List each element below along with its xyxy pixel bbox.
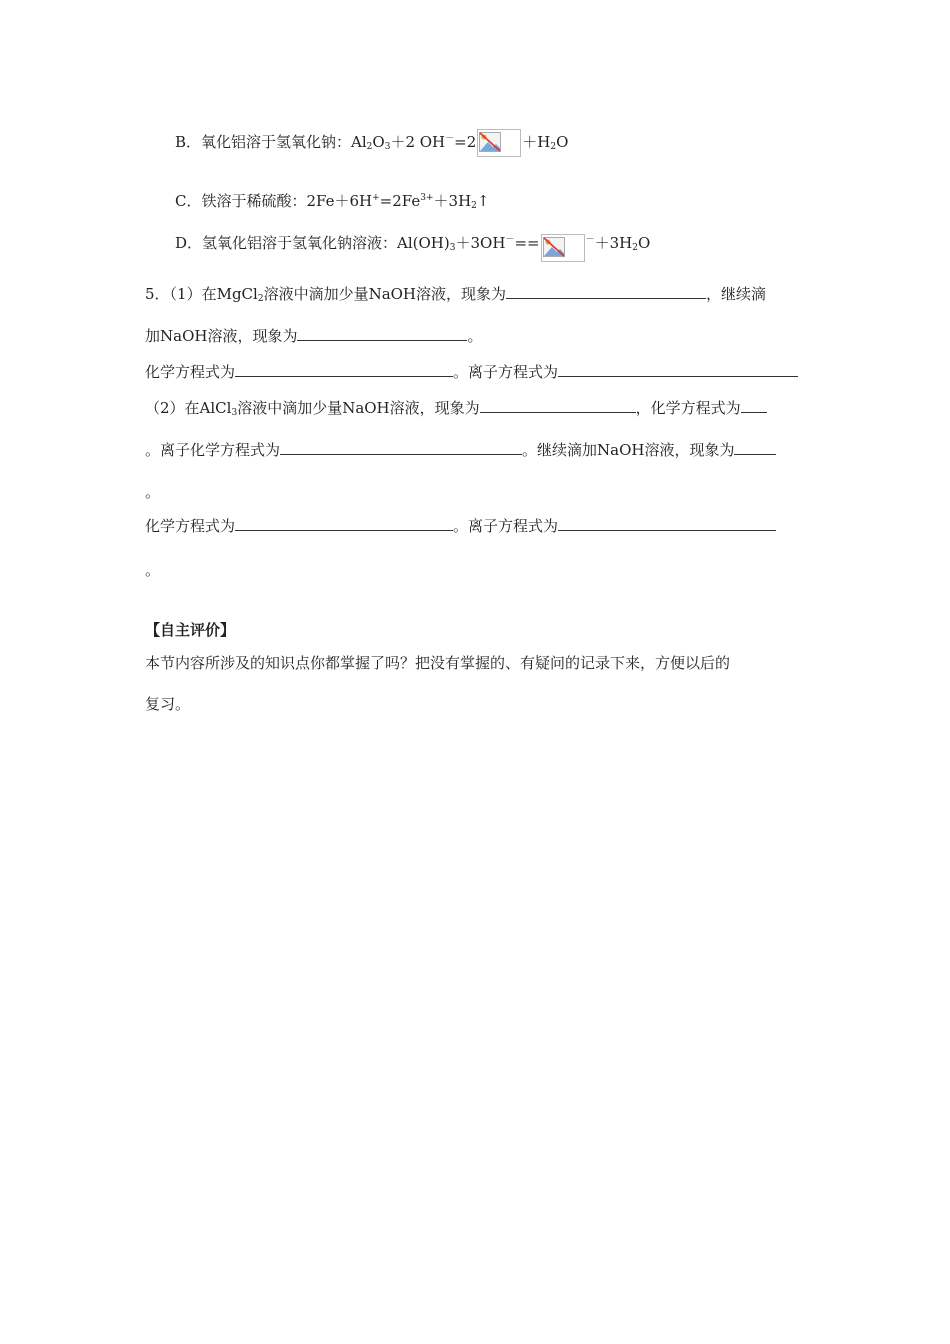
broken-image-icon — [541, 234, 585, 262]
self-eval-heading: 【自主评价】 — [145, 621, 236, 639]
answer-blank[interactable] — [741, 398, 767, 413]
answer-blank[interactable] — [558, 362, 798, 377]
option-c: C．铁溶于稀硫酸：$2Fe+6H^+=2Fe^{3+}+3H_2↑$ — [175, 192, 490, 211]
answer-blank[interactable] — [506, 284, 706, 299]
q5-part2-line4: 化学方程式为 。离子方程式为 — [145, 516, 776, 536]
answer-blank[interactable] — [558, 516, 776, 531]
answer-blank[interactable] — [734, 440, 776, 455]
q5-part1-line3: 化学方程式为 。离子方程式为 — [145, 362, 798, 382]
answer-blank[interactable] — [235, 362, 453, 377]
answer-blank[interactable] — [280, 440, 522, 455]
self-eval-text-line2: 复习。 — [145, 695, 191, 713]
q5-part2-line1: （2）在AlCl$_3$溶液中滴加少量NaOH溶液，现象为 ，化学方程式为 — [145, 398, 767, 423]
q5-part2-line2: 。离子化学方程式为 。继续滴加NaOH溶液，现象为 — [145, 440, 776, 460]
answer-blank[interactable] — [297, 326, 467, 341]
q5-part1-line2: 加NaOH溶液，现象为 。 — [145, 327, 483, 345]
q5-part2-line3: 。 — [145, 483, 161, 501]
broken-image-icon — [477, 129, 521, 157]
q5-part2-line5: 。 — [145, 561, 161, 579]
option-d: D．氢氧化铝溶于氢氧化钠溶液：$Al(OH)_3+3OH^-==$ $^-+3H_2O$ — [175, 226, 650, 262]
q5-part1-line1: 5．（1）在MgCl$_2$溶液中滴加少量NaOH溶液，现象为 ，继续滴 — [145, 285, 767, 304]
option-b: B．氧化铝溶于氢氧化钠：$Al_2O_3+2$ OH－=2 $+H_2O$ — [175, 129, 568, 157]
answer-blank[interactable] — [480, 398, 636, 413]
self-eval-text-line1: 本节内容所涉及的知识点你都掌握了吗？把没有掌握的、有疑问的记录下来，方便以后的 — [145, 654, 731, 672]
answer-blank[interactable] — [235, 516, 453, 531]
